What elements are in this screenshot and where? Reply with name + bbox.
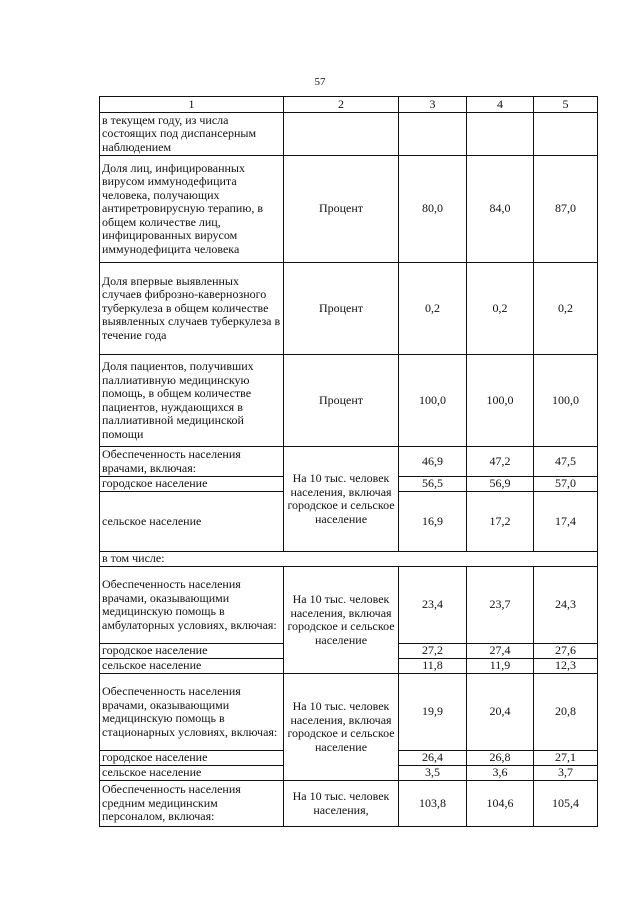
indicator-name: Обеспеченность населения врачами, оказывающими медицинскую помощь в амбулаторных условиях, включая: (100, 567, 284, 644)
unit-cell: На 10 тыс. человек населения, (284, 781, 399, 827)
unit-cell: На 10 тыс. человек населения, включая городское и сельское население (284, 447, 399, 552)
value-cell: 27,4 (467, 644, 534, 659)
value-cell: 100,0 (399, 355, 467, 447)
table-row (100, 355, 598, 447)
header-cell-4: 4 (467, 97, 534, 113)
value-cell: 27,2 (399, 644, 467, 659)
value-cell: 23,7 (467, 567, 534, 644)
value-cell: 105,4 (534, 781, 598, 827)
indicator-name: городское население (100, 477, 284, 492)
table-row (100, 552, 598, 567)
value-cell: 12,3 (534, 659, 598, 674)
table-row (100, 781, 598, 827)
table-row (100, 113, 598, 156)
value-cell: 27,1 (534, 751, 598, 766)
header-row (100, 97, 598, 113)
indicator-name: городское население (100, 751, 284, 766)
header-cell-2: 2 (284, 97, 399, 113)
value-cell: 20,8 (534, 674, 598, 751)
indicator-name: Доля лиц, инфицированных вирусом иммунодефицита человека, получающих антиретровирусную терапию, в общем количестве лиц, инфицированных вирусом иммунодефицита человека (100, 156, 284, 263)
value-cell: 87,0 (534, 156, 598, 263)
value-cell: 84,0 (467, 156, 534, 263)
unit-cell: На 10 тыс. человек населения, включая городское и сельское население (284, 567, 399, 674)
page-number: 57 (314, 76, 326, 88)
value-cell: 104,6 (467, 781, 534, 827)
value-cell: 17,2 (467, 492, 534, 552)
indicator-name: сельское население (100, 766, 284, 781)
value-cell: 26,8 (467, 751, 534, 766)
value-cell: 20,4 (467, 674, 534, 751)
indicator-name: Доля пациентов, получивших паллиативную медицинскую помощь, в общем количестве пациентов, нуждающихся в паллиативной медицинской помощи (100, 355, 284, 447)
value-cell: 56,9 (467, 477, 534, 492)
value-cell: 11,8 (399, 659, 467, 674)
indicator-name: сельское население (100, 492, 284, 552)
value-cell: 23,4 (399, 567, 467, 644)
value-cell: 100,0 (534, 355, 598, 447)
value-cell: 27,6 (534, 644, 598, 659)
header-cell-5: 5 (534, 97, 598, 113)
value-cell: 0,2 (467, 263, 534, 355)
value-cell (467, 113, 534, 156)
value-cell: 47,5 (534, 447, 598, 477)
value-cell: 3,5 (399, 766, 467, 781)
value-cell: 17,4 (534, 492, 598, 552)
value-cell: 0,2 (534, 263, 598, 355)
table-row (100, 263, 598, 355)
value-cell: 46,9 (399, 447, 467, 477)
indicator-name: сельское население (100, 659, 284, 674)
value-cell (399, 113, 467, 156)
header-cell-3: 3 (399, 97, 467, 113)
indicators-table (99, 96, 598, 827)
value-cell: 80,0 (399, 156, 467, 263)
value-cell: 3,7 (534, 766, 598, 781)
value-cell: 26,4 (399, 751, 467, 766)
value-cell: 24,3 (534, 567, 598, 644)
value-cell: 100,0 (467, 355, 534, 447)
value-cell: 57,0 (534, 477, 598, 492)
value-cell: 16,9 (399, 492, 467, 552)
value-cell: 47,2 (467, 447, 534, 477)
table-row (100, 567, 598, 644)
header-cell-1: 1 (100, 97, 284, 113)
table-row (100, 447, 598, 477)
value-cell: 0,2 (399, 263, 467, 355)
section-label: в том числе: (100, 552, 598, 567)
indicator-name: Доля впервые выявленных случаев фиброзно-кавернозного туберкулеза в общем количестве выявленных случаев туберкулеза в течение года (100, 263, 284, 355)
value-cell: 56,5 (399, 477, 467, 492)
value-cell: 19,9 (399, 674, 467, 751)
unit-cell: Процент (284, 156, 399, 263)
value-cell: 103,8 (399, 781, 467, 827)
value-cell: 3,6 (467, 766, 534, 781)
indicator-name: Обеспеченность населения врачами, оказывающими медицинскую помощь в стационарных условиях, включая: (100, 674, 284, 751)
indicator-name: Обеспеченность населения врачами, включая: (100, 447, 284, 477)
indicator-name: в текущем году, из числа состоящих под диспансерным наблюдением (100, 113, 284, 156)
value-cell (534, 113, 598, 156)
unit-cell: Процент (284, 355, 399, 447)
unit-cell: Процент (284, 263, 399, 355)
table-row (100, 156, 598, 263)
table-row (100, 674, 598, 751)
indicator-name: городское население (100, 644, 284, 659)
unit-cell (284, 113, 399, 156)
indicator-name: Обеспеченность населения средним медицинским персоналом, включая: (100, 781, 284, 827)
unit-cell: На 10 тыс. человек населения, включая городское и сельское население (284, 674, 399, 781)
value-cell: 11,9 (467, 659, 534, 674)
